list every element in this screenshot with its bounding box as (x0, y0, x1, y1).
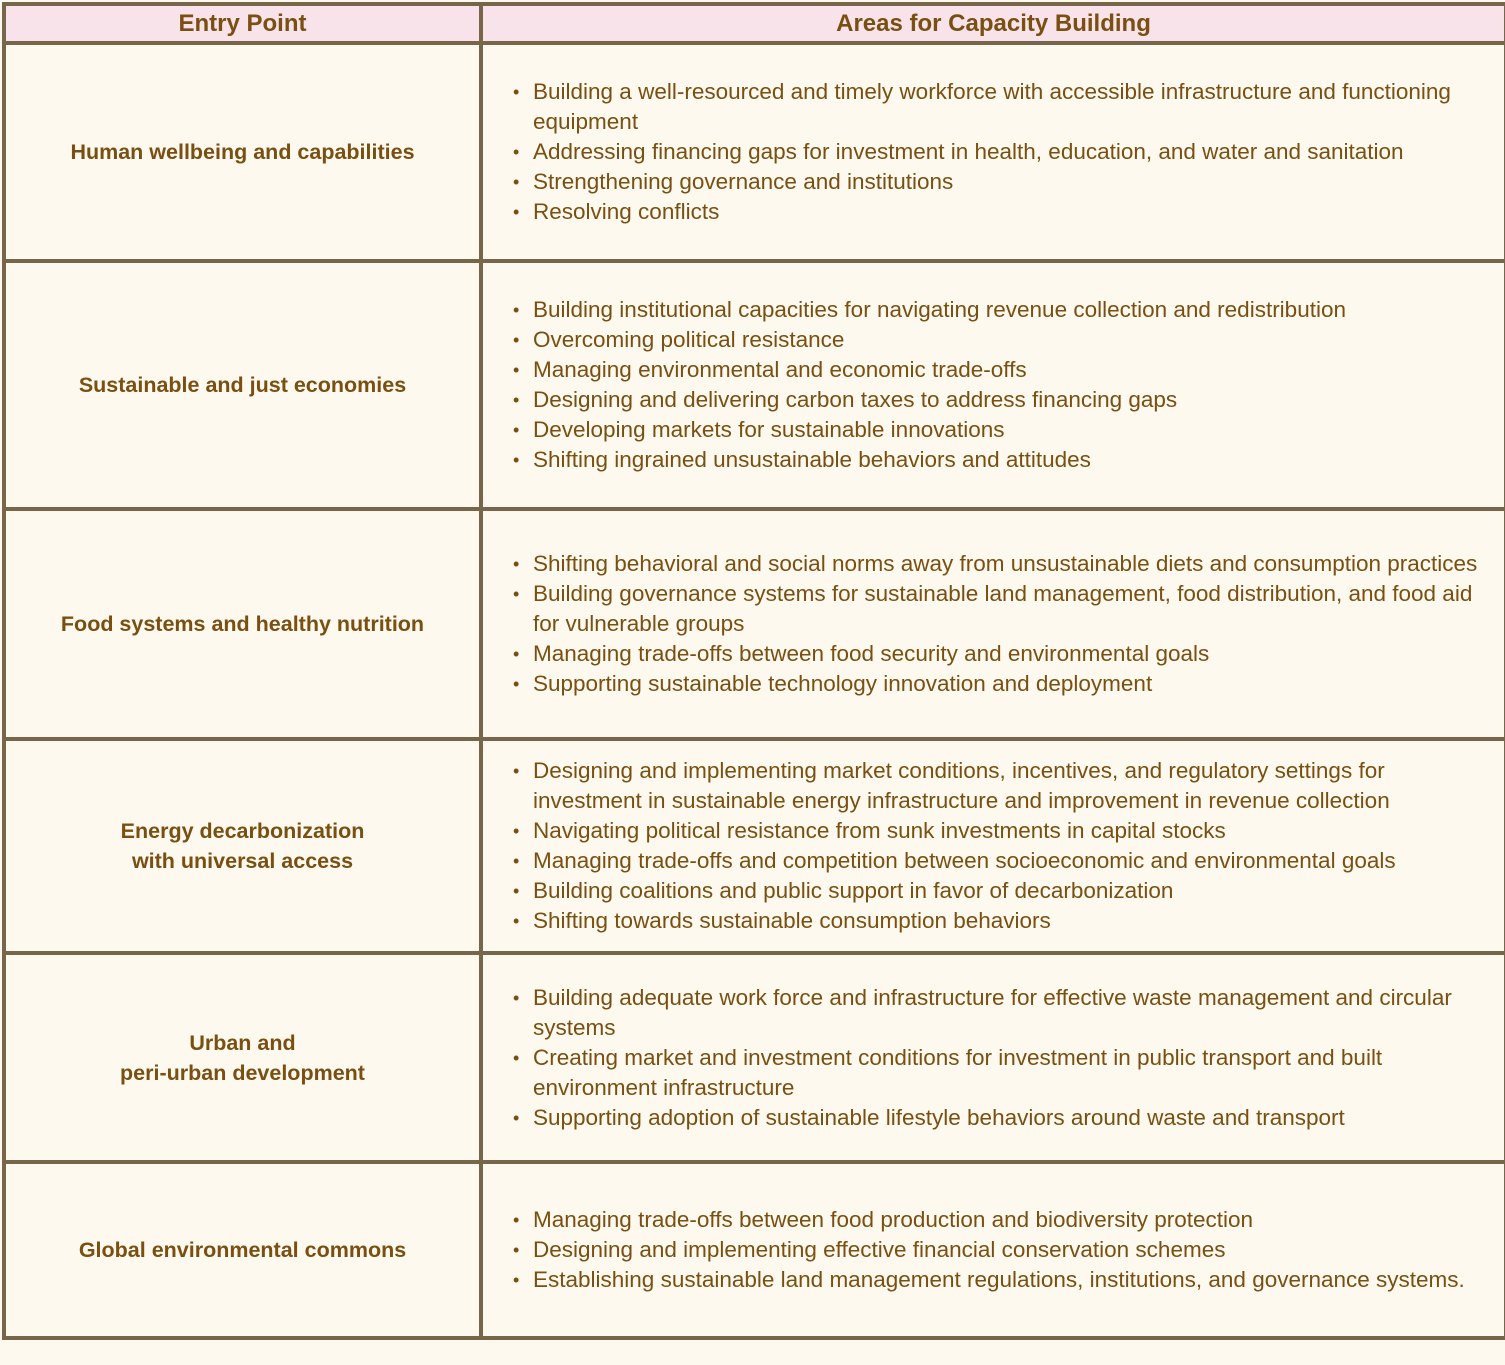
header-areas: Areas for Capacity Building (481, 4, 1505, 43)
bullet-icon: • (513, 450, 520, 470)
bullet-icon: • (513, 821, 520, 841)
list-item (513, 1205, 1484, 1235)
area-text: Creating market and investment conditions for investment in public transport and built environment infrastructure (533, 1044, 1383, 1100)
list-item (513, 445, 1484, 475)
area-text: Developing markets for sustainable innovations (533, 417, 1005, 442)
bullet-icon: • (513, 142, 520, 162)
bullet-icon: • (513, 82, 520, 102)
area-text: Building coalitions and public support in favor of decarbonization (533, 878, 1174, 903)
area-text: Designing and implementing effective financial conservation schemes (533, 1237, 1226, 1262)
area-text: Establishing sustainable land management regulations, institutions, and governance systems. (533, 1267, 1465, 1292)
entry-point-label: Sustainable and just economies (78, 373, 407, 397)
list-item (513, 415, 1484, 445)
capacity-building-table (2, 2, 1505, 1340)
area-text: Supporting sustainable technology innovation and deployment (533, 671, 1153, 696)
bullet-icon: • (513, 330, 520, 350)
areas-cell (481, 43, 1505, 261)
list-item (513, 579, 1484, 639)
list-item (513, 295, 1484, 325)
list-item (513, 876, 1484, 906)
bullet-icon: • (513, 1107, 520, 1128)
areas-cell (481, 509, 1505, 739)
area-text: Building governance systems for sustainable land management, food distribution, and food aid for vulnerable groups (533, 581, 1473, 636)
areas-cell (481, 261, 1505, 509)
area-text: Building a well-resourced and timely workforce with accessible infrastructure and functioning equipment (533, 79, 1451, 134)
list-item (513, 669, 1484, 699)
area-text: Resolving conflicts (533, 199, 720, 224)
list-item (513, 639, 1484, 669)
area-text: Addressing financing gaps for investment in health, education, and water and sanitation (533, 139, 1404, 164)
area-text: Shifting ingrained unsustainable behaviors and attitudes (533, 447, 1091, 472)
bullet-icon: • (513, 761, 520, 781)
area-text: Shifting behavioral and social norms away from unsustainable diets and consumption practices (533, 551, 1478, 576)
entry-point-label: Human wellbeing and capabilities (70, 140, 415, 164)
entry-point-label: Urban and peri-urban development (120, 1030, 365, 1085)
list-item (513, 325, 1484, 355)
area-text: Designing and implementing market conditions, incentives, and regulatory settings for investment in sustainable energy infrastructure and improvement in revenue collection (533, 758, 1390, 813)
area-text: Managing trade-offs between food production and biodiversity protection (533, 1207, 1254, 1232)
area-text: Managing trade-offs and competition between socioeconomic and environmental goals (533, 848, 1396, 873)
entry-point-label: Food systems and healthy nutrition (60, 612, 425, 636)
area-text: Building institutional capacities for navigating revenue collection and redistribution (533, 297, 1346, 322)
bullet-icon: • (513, 584, 520, 604)
bullet-icon: • (513, 674, 520, 694)
list-item (513, 846, 1484, 876)
bullet-icon: • (513, 987, 520, 1008)
areas-list (483, 549, 1504, 699)
bullet-icon: • (513, 1210, 520, 1230)
bullet-icon: • (513, 1240, 520, 1260)
bullet-icon: • (513, 881, 520, 901)
entry-point-cell (4, 43, 481, 261)
areas-list (483, 756, 1504, 936)
list-item (513, 983, 1484, 1043)
table-row (4, 509, 1505, 739)
entry-point-cell (4, 953, 481, 1162)
areas-list (483, 77, 1504, 227)
table-row (4, 261, 1505, 509)
list-item (513, 167, 1484, 197)
bullet-icon: • (513, 1047, 520, 1068)
areas-cell (481, 739, 1505, 953)
area-text: Managing environmental and economic trade-offs (533, 357, 1027, 382)
list-item (513, 137, 1484, 167)
areas-cell (481, 953, 1505, 1162)
table-row (4, 1162, 1505, 1338)
table-row (4, 739, 1505, 953)
area-text: Navigating political resistance from sunk investments in capital stocks (533, 818, 1226, 843)
areas-list (483, 295, 1504, 475)
area-text: Managing trade-offs between food security and environmental goals (533, 641, 1210, 666)
entry-point-label: Global environmental commons (78, 1238, 407, 1262)
list-item (513, 816, 1484, 846)
list-item (513, 77, 1484, 137)
list-item (513, 756, 1484, 816)
table-row (4, 43, 1505, 261)
bullet-icon: • (513, 420, 520, 440)
area-text: Designing and delivering carbon taxes to address financing gaps (533, 387, 1178, 412)
list-item (513, 1265, 1484, 1295)
area-text: Overcoming political resistance (533, 327, 845, 352)
area-text: Strengthening governance and institutions (533, 169, 954, 194)
entry-point-cell (4, 1162, 481, 1338)
list-item (513, 549, 1484, 579)
bullet-icon: • (513, 360, 520, 380)
bullet-icon: • (513, 172, 520, 192)
list-item (513, 1103, 1484, 1133)
list-item (513, 197, 1484, 227)
bullet-icon: • (513, 554, 520, 574)
list-item (513, 355, 1484, 385)
area-text: Supporting adoption of sustainable lifestyle behaviors around waste and transport (533, 1104, 1345, 1130)
bullet-icon: • (513, 1270, 520, 1290)
list-item (513, 906, 1484, 936)
entry-point-label: Energy decarbonization with universal access (120, 819, 365, 873)
entry-point-cell (4, 261, 481, 509)
bullet-icon: • (513, 390, 520, 410)
areas-list (483, 983, 1504, 1133)
bullet-icon: • (513, 851, 520, 871)
bullet-icon: • (513, 202, 520, 222)
header-entry-point: Entry Point (4, 4, 481, 43)
entry-point-cell (4, 509, 481, 739)
bullet-icon: • (513, 911, 520, 931)
entry-point-cell (4, 739, 481, 953)
list-item (513, 1043, 1484, 1103)
areas-list (483, 1205, 1504, 1295)
header-row (4, 4, 1505, 43)
table-row (4, 953, 1505, 1162)
list-item (513, 1235, 1484, 1265)
areas-cell (481, 1162, 1505, 1338)
area-text: Shifting towards sustainable consumption behaviors (533, 908, 1051, 933)
bullet-icon: • (513, 644, 520, 664)
area-text: Building adequate work force and infrastructure for effective waste management and circular systems (533, 984, 1452, 1040)
list-item (513, 385, 1484, 415)
bullet-icon: • (513, 300, 520, 320)
